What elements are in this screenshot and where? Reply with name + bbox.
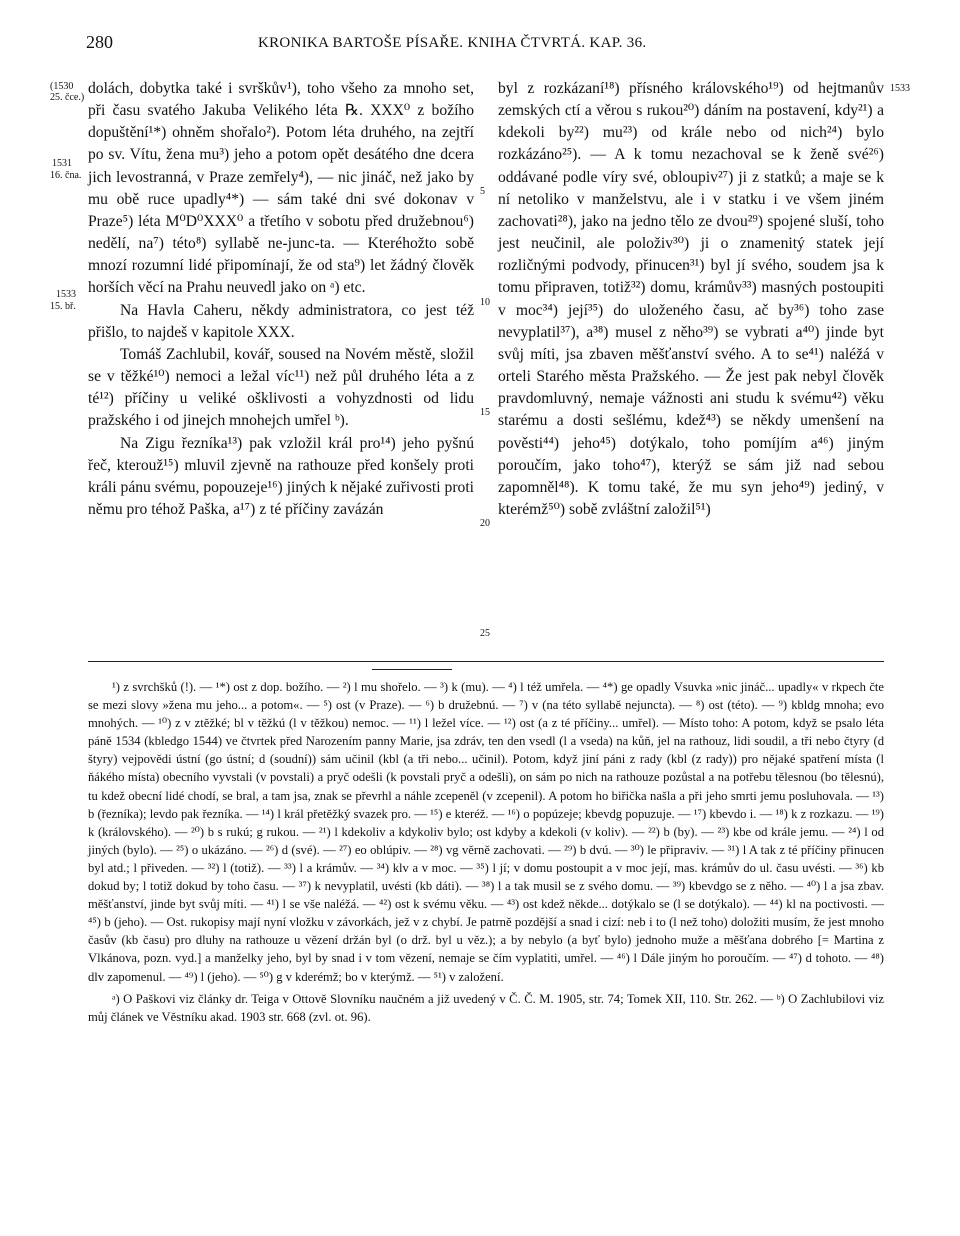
line-number-15: 15 xyxy=(480,407,490,418)
footnote-divider-mark xyxy=(372,669,452,670)
line-number-5: 5 xyxy=(480,186,485,197)
variant-footnotes: ¹) z svrchšků (!). — ¹*) ost z dop. božího. — ²) l mu shořelo. — ³) k (mu). — ⁴) l též umřela. — ⁴*) ge opadly Vsuvka »nic jináč... upadly« v rkpech čte se mezi slovy »žena mu jeho... a potom«. — ⁵) ost (v Praze). — ⁶) b družebnú. — ⁷) v (na této syllabě nejuncta). — ⁸) ost (této). — ⁹) kbldg mnoha; evo mnohých. — ¹⁰) z v ztěžké; bl v těžkú (l v těžkou) nemoc. — ¹¹) l ležel více. — ¹²) ost (a z té příčiny... umřel). — Místo toho: A potom, když se psalo léta páně 1534 (kbledgo 1544) ve čtvrtek před Narozením panny Marie, jsa zdráv, ten den vsedl (l a vseda) na kůň, jel na rathouz, lidi soudil, a tři nebo čtyry (d štyry) vejpovědi ústní (go ústní; d (soudní)) sám učinil (kbl (a tři nebo... učinil). Potom, když jiní páni z rady (kbl (z rady)) pro nějaké spatření místa (l ňákého místa) obecního vyvstali (v povstali) a pryč odešli (k povstali pryč a odešli), on sám po nich na rathouze pozůstal a na potřebu tělesnou (bo tělesnú), tu kdež obecní lidé chodí, se bral, a tam jsa, znak se převrhl a náhle zcepeněl (v zcepenil). A potom ho biřička našla a při jeho smrti jemu posluhovala. — ¹³) b (řezníka); levdo pak řezníka. — ¹⁴) l král přetěžký svazek pro. — ¹⁵) e kteréž. — ¹⁶) o popúzeje; kbevdg popuzuje. — ¹⁷) kbevdo i. — ¹⁸) k z rozkazu. — ¹⁹) k (královského). — ²⁰) b s rukú; g rukou. — ²¹) l kdekoliv a kdykoliv bylo; ost kdyby a kdekoli (v koliv). — ²²) b (by). — ²³) kbe od krále jemu. — ²⁴) l od jiných (bylo). — ²⁵) o ukázáno. — ²⁶) d (své). — ²⁷) eo oblúpiv. — ²⁸) vg věrně zachovati. — ²⁹) b dvú. — ³⁰) le připraviv. — ³¹) l A tak z té příčiny přinucen byl atd.; l přiveden. — ³²) l (totiž). — ³³) l a krámův. — ³⁴) klv a v moc. — ³⁵) l jí; v domu postoupit a v moc její, mas. krámův do ul. času uvésti. — ³⁶) kb dokud by; l totiž dokud by toho času. — ³⁷) k nevyplatil, uvésti (kb dáti). — ³⁸) l a tak musil se z svého domu. — ³⁹) kbevdgo se z něho. — ⁴⁰) l a jsa zbav. měšťanství, jinde byt svůj míti. — ⁴¹) l se vše naléžá. — ⁴²) ost k svému věku. — ⁴³) ost kdež někde... dotýkalo se (l se dotýkalo). — ⁴⁴) kl na poctivosti. — ⁴⁵) b (jeho). — Ost. rukopisy mají nyní vložku v závorkách, jež v z chybí. Je patrně pozdější a snad i cizí: neb i to (l než toho) doložiti musím, že jest mnoho časův (kb času) pro dluhy na rathouze u vězení držán byl (o drž. byl u věz.); a by nebylo (a byť bylo) jednoho muže a měšťana dobrého [= Martina z Vlkánova, pozn. vyd.] a manželky jeho, byl by snad i v tom vězení, nemaje se čím vyplatiti, umřel. — ⁴⁶) l Dále jiným ho poroučím. — ⁴⁷) d tohoto. — ⁴⁸) dlv zapomenul. — ⁴⁹) l (jeho). — ⁵⁰) g v kderémž; bo v kterýmž. — ⁵¹) v založení. xyxy=(88,680,884,984)
footnote-divider xyxy=(88,661,884,662)
running-title: KRONIKA BARTOŠE PÍSAŘE. KNIHA ČTVRTÁ. KAP. 36. xyxy=(258,35,647,51)
paragraph: Tomáš Zachlubil, kovář, soused na Novém městě, složil se v těžké¹⁰) nemoci a ležal víc¹¹) než půl druhého léta a z té¹²) příčiny u veliké ošklivosti a vohyzdnosti od lidu pražského i od jinejch mnohejch umřel ᵇ). xyxy=(88,345,474,430)
footnotes xyxy=(88,678,884,1026)
editor-notes: ᵃ) O Paškovi viz články dr. Teiga v Ottově Slovníku naučném a již uvedený v Č. Č. M. 1905, str. 74; Tomek XII, 110. Str. 262. — ᵇ) O Zachlubilovi viz můj článek ve Věstníku akad. 1903 str. 668 (zvl. ot. 96). xyxy=(88,991,884,1024)
margin-note-year-1530: (1530 xyxy=(50,81,74,92)
paragraph: Na Havla Caheru, někdy administratora, co jest též přišlo, to najdeš v kapitole XXX. xyxy=(88,301,474,341)
line-number-25: 25 xyxy=(480,628,490,639)
right-column xyxy=(498,78,884,521)
margin-note-year-1533: 1533 xyxy=(56,289,76,300)
margin-note-date-1531: 16. čna. xyxy=(50,170,82,181)
paragraph: byl z rozkázaní¹⁸) přísného královského¹⁹) od hejtmanův zemských ctí a věrou s rukou²⁰) dáním na postavení, kdy²¹) a kdekoli by²²) mu²³) od krále nebo od nich²⁴) bylo rozkázáno²⁵). — A k tomu nezachoval se k ženě své²⁶) oddávané podle víry své, obloupiv²⁷) ji z statků; a maje se k ní netoliko v manželstvu, ale i v statku i ve všem jiném zachovati²⁸), jako na jedno tělo ze dvou²⁹) spojené sluší, toho jest neučinil, ale položiv³⁰) ji o znamenitý statek její rozličnými podvody, přinucen³¹) byl jí svého, soudem jsa k tomu připraven, totiž³²) domu, krámův³³) masných postoupiti v moc³⁴) její³⁵) do uloženého času, ač by³⁶) toho zase nevyplatil³⁷), a³⁸) musel z něho³⁹) se vybrati a⁴⁰) jinde byt svůj míti, jsa zbaven měšťanství svého. A to se⁴¹) naléžá v orteli Starého města Pražského. — Že jest pak nebyl člověk pravdomluvný, nemaje vážnosti ani studu k svému⁴²) věku starému a dosti sešlému, kdež⁴³) se někdy umenšení na pověsti⁴⁴) jeho⁴⁵) dotýkalo, toho pomíjím a⁴⁶) jiným poroučím, jako toho⁴⁷), kterýž se sám již nad sebou zapomněl⁴⁸). K tomu také, že mu syn jeho⁴⁹) jediný, v kterémž⁵⁰) sobě zvláštní založil⁵¹) xyxy=(498,80,884,518)
margin-note-date-1530: 25. čce.) xyxy=(50,92,85,103)
paragraph: Na Zigu řezníka¹³) pak vzložil král pro¹⁴) jeho pyšnú řeč, kterouž¹⁵) mluvil zjevně na rathouze před konšely proti králi pánu svému, popouzeje¹⁶) jiných k nějaké zuřivosti proti němu pro téhož Paška, a¹⁷) z té příčiny zavázán xyxy=(88,434,474,518)
page-number: 280 xyxy=(86,32,113,52)
margin-note-right-1533: 1533 xyxy=(890,83,910,94)
line-number-20: 20 xyxy=(480,518,490,529)
paragraph: dolách, dobytka také i svrškův¹), toho všeho za mnoho set, při času svatého Jakuba Velikého léta ℞. XXX⁰ z božího dopuštění¹*) ohněm shořalo²). Potom léta druhého, na zejtří po sv. Vítu, žena mu³) jeho a potom opět desátého dne dcera jich levostranná, v Praze zemřely⁴), — nic jináč, než jako by mu obě ruce upadly⁴*) — sám také dni své dokonav v Praze⁵) léta M⁰D⁰XXX⁰ a třetího v sobotu před družebnou⁶) nedělí, na⁷) této⁸) syllabě ne-junc-ta. — Kteréhožto sobě mnozí rozumní lidé připomínají, že od sta⁹) let žádný člověk horších věcí na Prahu neuvedl jako on ᵃ) etc. xyxy=(88,80,474,297)
left-column xyxy=(88,78,474,521)
margin-note-date-1533: 15. bř. xyxy=(50,301,76,312)
page-header xyxy=(0,32,960,58)
margin-note-year-1531: 1531 xyxy=(52,158,72,169)
line-number-10: 10 xyxy=(480,297,490,308)
